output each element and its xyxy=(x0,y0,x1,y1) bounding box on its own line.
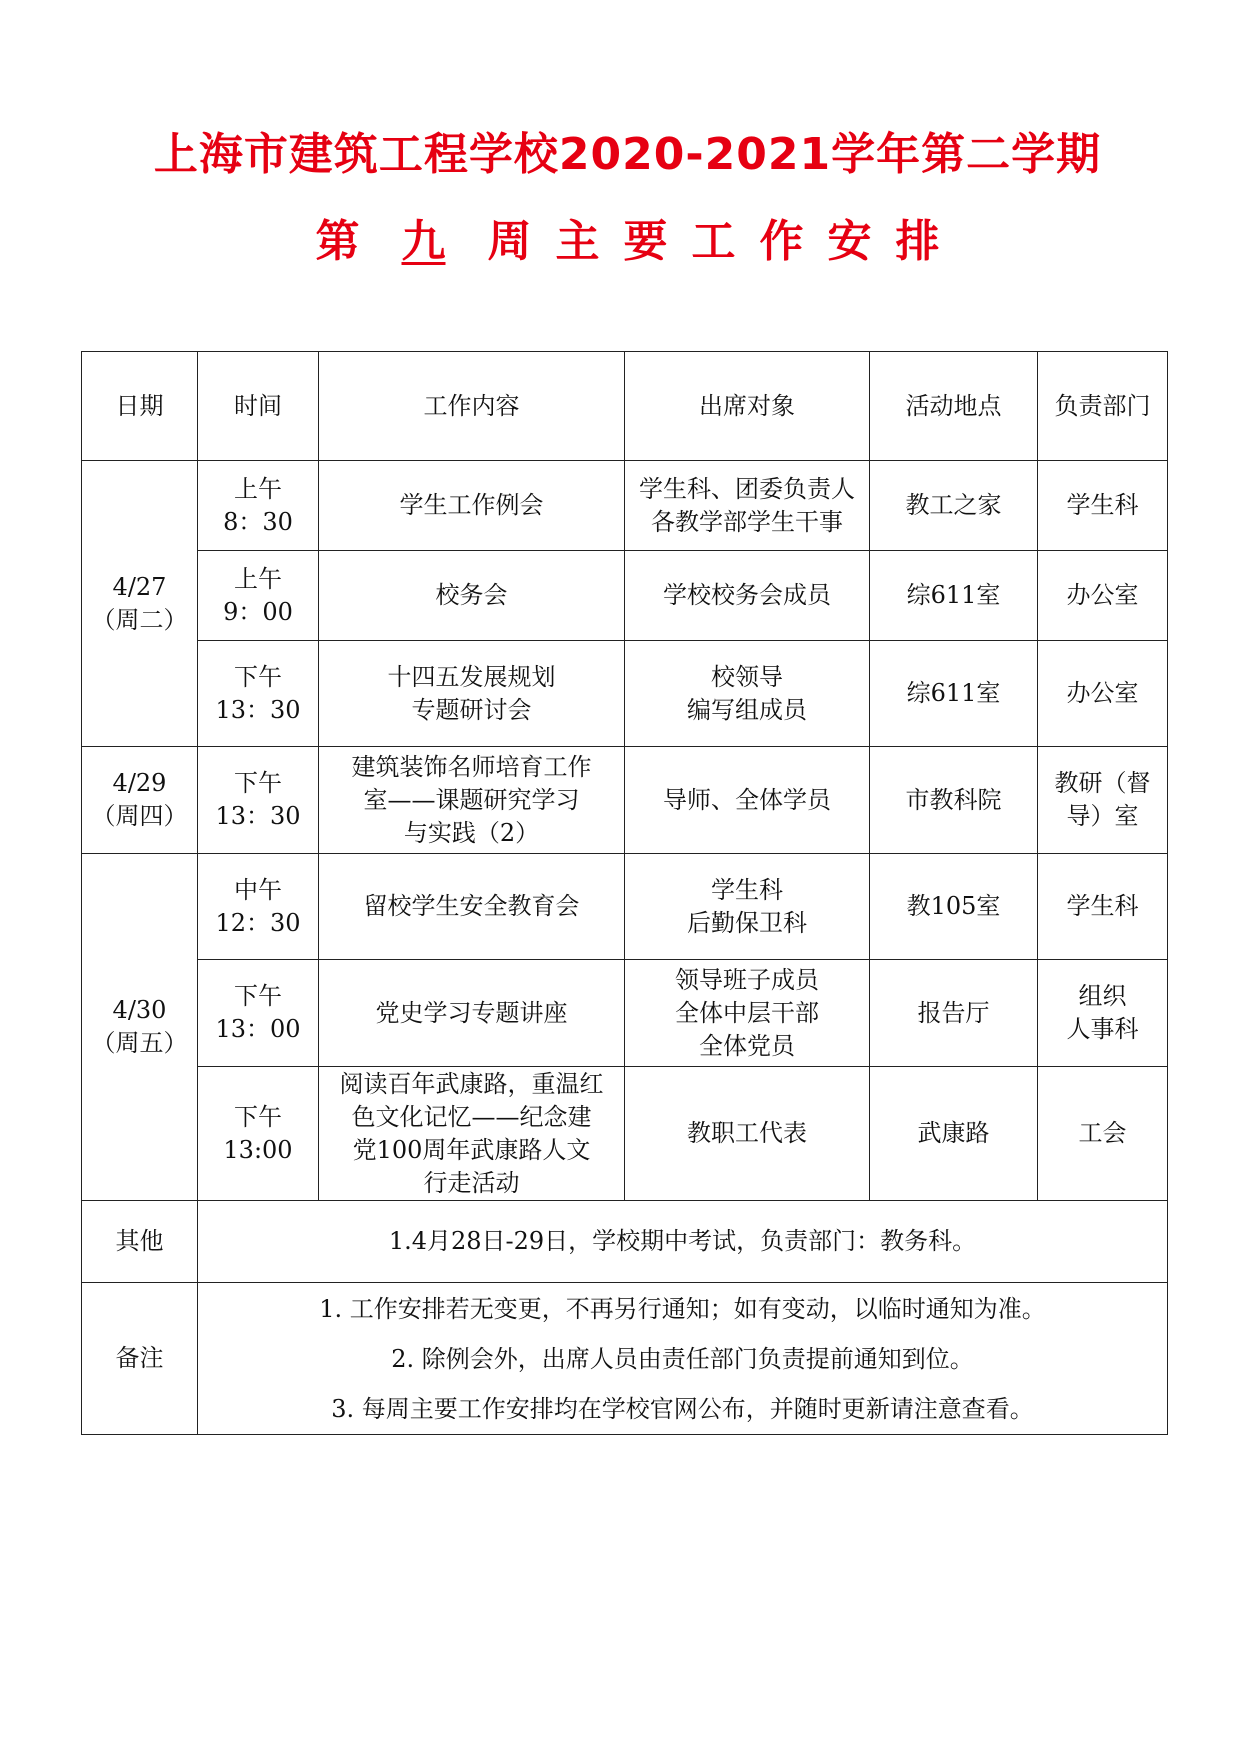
location-cell: 综611室 xyxy=(870,551,1038,641)
attendees-cell xyxy=(625,960,870,1067)
attendees-cell xyxy=(625,461,870,551)
location-cell: 教工之家 xyxy=(870,461,1038,551)
subtitle-char: 作 xyxy=(759,216,804,267)
period-text: 下午 xyxy=(234,1102,282,1131)
dept-line: 教研（督 xyxy=(1054,769,1151,797)
content-line: 十四五发展规划 xyxy=(387,662,556,691)
dept-line: 学生科 xyxy=(1066,892,1139,920)
table-row xyxy=(82,641,1168,747)
table-row xyxy=(82,1067,1168,1201)
attendees-line: 学生科 xyxy=(711,875,783,904)
note-item: 3. 每周主要工作安排均在学校官网公布，并随时更新请注意查看。 xyxy=(331,1394,1034,1423)
table-header-row xyxy=(82,352,1168,461)
content-line: 党史学习专题讲座 xyxy=(375,998,568,1027)
table-row xyxy=(82,854,1168,960)
content-line: 与实践（2） xyxy=(403,818,540,847)
period-text: 下午 xyxy=(234,769,282,797)
content-line: 专题研讨会 xyxy=(411,695,532,724)
subtitle-char: 主 xyxy=(555,216,600,267)
document-subtitle xyxy=(0,205,1255,269)
header-dept: 负责部门 xyxy=(1038,352,1168,461)
date-cell xyxy=(82,747,198,854)
attendees-line: 导师、全体学员 xyxy=(663,785,831,814)
time-cell xyxy=(198,747,319,854)
content-line: 行走活动 xyxy=(423,1168,520,1197)
dept-cell xyxy=(1038,854,1168,960)
time-cell xyxy=(198,461,319,551)
content-line: 建筑装饰名师培育工作 xyxy=(351,752,592,781)
time-cell xyxy=(198,641,319,747)
time-text: 13：00 xyxy=(215,1015,301,1043)
content-cell xyxy=(319,641,625,747)
period-text: 下午 xyxy=(234,982,282,1010)
week-number: 九 xyxy=(401,216,446,267)
note-item: 1. 工作安排若无变更，不再另行通知；如有变动，以临时通知为准。 xyxy=(319,1294,1046,1323)
time-text: 9：00 xyxy=(223,597,293,626)
attendees-line: 校领导 xyxy=(711,662,783,691)
weekday-text: （周五） xyxy=(91,1029,188,1057)
dept-cell xyxy=(1038,551,1168,641)
dept-line: 办公室 xyxy=(1066,679,1139,707)
header-content: 工作内容 xyxy=(319,352,625,461)
subtitle-char: 安 xyxy=(827,216,872,267)
dept-cell xyxy=(1038,641,1168,747)
content-line: 室——课题研究学习 xyxy=(363,785,580,814)
location-cell: 综611室 xyxy=(870,641,1038,747)
weekday-text: （周二） xyxy=(91,605,188,634)
location-cell: 教105室 xyxy=(870,854,1038,960)
attendees-cell xyxy=(625,551,870,641)
subtitle-char: 要 xyxy=(623,216,668,267)
content-line: 留校学生安全教育会 xyxy=(363,892,580,920)
header-date: 日期 xyxy=(82,352,198,461)
header-location: 活动地点 xyxy=(870,352,1038,461)
dept-line: 组织 xyxy=(1078,982,1127,1010)
period-text: 中午 xyxy=(234,875,282,904)
note-item: 2. 除例会外，出席人员由责任部门负责提前通知到位。 xyxy=(391,1344,974,1373)
table-row xyxy=(82,551,1168,641)
content-line: 校务会 xyxy=(435,581,508,609)
period-text: 上午 xyxy=(234,474,282,503)
content-cell xyxy=(319,960,625,1067)
period-text: 下午 xyxy=(234,662,282,691)
attendees-line: 后勤保卫科 xyxy=(687,908,807,937)
other-row xyxy=(82,1201,1168,1283)
time-text: 8：30 xyxy=(223,507,293,536)
content-cell xyxy=(319,1067,625,1201)
date-cell xyxy=(82,854,198,1201)
time-text: 13：30 xyxy=(215,695,301,724)
dept-line: 导）室 xyxy=(1066,802,1139,830)
attendees-line: 学生科、团委负责人 xyxy=(639,474,855,503)
dept-line: 学生科 xyxy=(1066,491,1139,519)
attendees-cell xyxy=(625,854,870,960)
dept-line: 工会 xyxy=(1078,1119,1127,1147)
attendees-line: 各教学部学生干事 xyxy=(651,507,843,536)
period-text: 上午 xyxy=(234,564,282,593)
content-line: 学生工作例会 xyxy=(399,491,544,519)
time-text: 13：30 xyxy=(215,802,301,830)
location-cell: 报告厅 xyxy=(870,960,1038,1067)
attendees-cell xyxy=(625,641,870,747)
time-text: 12：30 xyxy=(215,908,301,937)
table-row xyxy=(82,461,1168,551)
date-text: 4/30 xyxy=(112,996,167,1024)
time-cell xyxy=(198,960,319,1067)
subtitle-char: 排 xyxy=(895,216,940,267)
table-row xyxy=(82,960,1168,1067)
other-label: 其他 xyxy=(82,1201,198,1283)
attendees-line: 编写组成员 xyxy=(687,695,807,724)
time-text: 13:00 xyxy=(223,1135,293,1164)
dept-cell xyxy=(1038,461,1168,551)
notes-cell xyxy=(198,1283,1168,1435)
content-cell xyxy=(319,551,625,641)
time-cell xyxy=(198,854,319,960)
dept-line: 办公室 xyxy=(1066,581,1139,609)
subtitle-char: 工 xyxy=(691,216,736,267)
dept-cell xyxy=(1038,747,1168,854)
content-cell xyxy=(319,747,625,854)
weekday-text: （周四） xyxy=(91,802,188,830)
other-text: 1.4月28日-29日，学校期中考试，负责部门：教务科。 xyxy=(198,1201,1168,1283)
dept-cell xyxy=(1038,960,1168,1067)
dept-line: 人事科 xyxy=(1066,1015,1139,1043)
location-cell: 市教科院 xyxy=(870,747,1038,854)
dept-cell xyxy=(1038,1067,1168,1201)
content-cell xyxy=(319,461,625,551)
attendees-line: 领导班子成员 xyxy=(675,965,819,994)
notes-label: 备注 xyxy=(82,1283,198,1435)
content-line: 色文化记忆——纪念建 xyxy=(351,1102,592,1131)
location-cell: 武康路 xyxy=(870,1067,1038,1201)
time-cell xyxy=(198,1067,319,1201)
subtitle-char: 周 xyxy=(487,216,532,267)
attendees-line: 学校校务会成员 xyxy=(663,581,831,609)
date-cell xyxy=(82,461,198,747)
date-text: 4/27 xyxy=(112,572,167,601)
notes-row xyxy=(82,1283,1168,1435)
time-cell xyxy=(198,551,319,641)
content-cell xyxy=(319,854,625,960)
attendees-line: 全体中层干部 xyxy=(675,998,819,1027)
header-attendees: 出席对象 xyxy=(625,352,870,461)
date-text: 4/29 xyxy=(112,769,167,797)
header-time: 时间 xyxy=(198,352,319,461)
attendees-cell xyxy=(625,747,870,854)
schedule-table xyxy=(81,351,1168,1435)
content-line: 党100周年武康路人文 xyxy=(352,1135,591,1164)
table-row xyxy=(82,747,1168,854)
attendees-cell xyxy=(625,1067,870,1201)
attendees-line: 全体党员 xyxy=(699,1031,795,1060)
document-title: 上海市建筑工程学校2020-2021学年第二学期 xyxy=(153,129,1102,180)
attendees-line: 教职工代表 xyxy=(687,1119,807,1147)
content-line: 阅读百年武康路，重温红 xyxy=(339,1069,604,1098)
week-prefix: 第 xyxy=(315,216,360,267)
